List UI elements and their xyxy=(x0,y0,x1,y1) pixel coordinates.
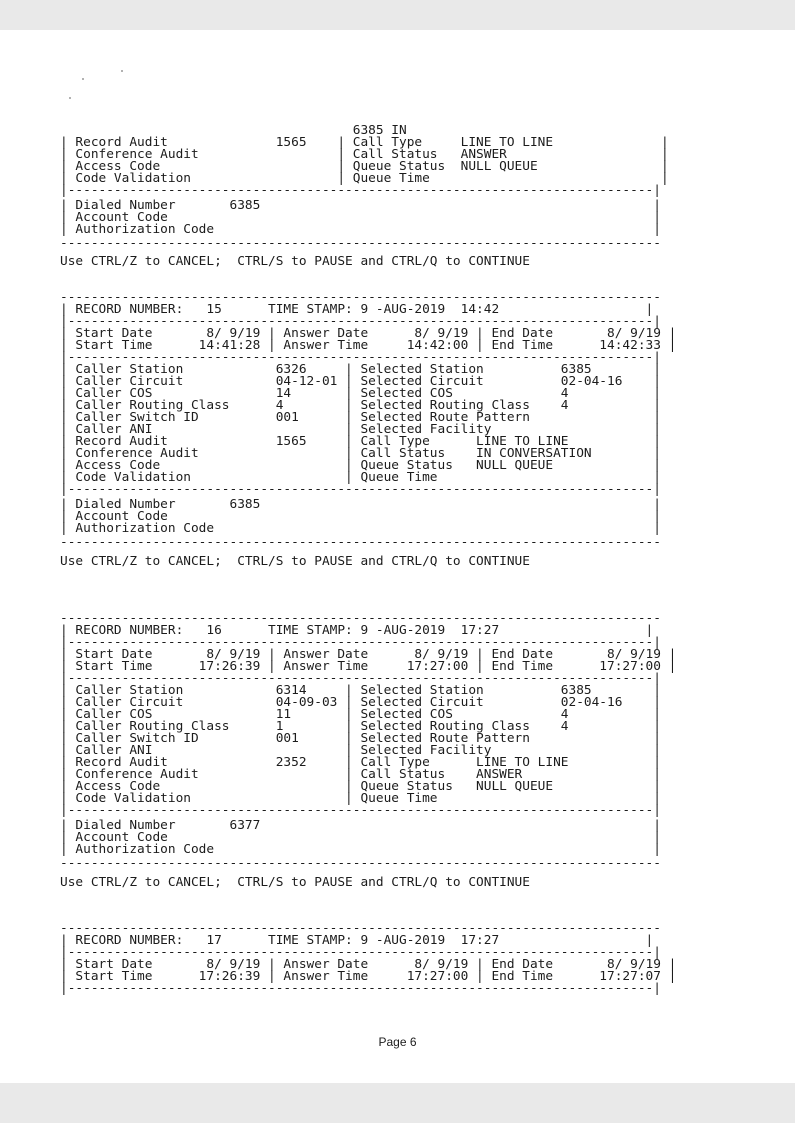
report-line: | Start Date 8/ 9/19 | Answer Date 8/ 9/19 | End Date 8/ 9/19 | xyxy=(60,647,677,662)
report-line: | Authorization Code | xyxy=(60,222,661,237)
report-line: | Record Audit 2352 | Call Type LINE TO LINE | xyxy=(60,755,661,770)
report-line: ------------------------------------------------------------------------------ xyxy=(60,290,661,305)
report-line: | Account Code | xyxy=(60,509,661,524)
report-line: | Caller ANI | Selected Facility | xyxy=(60,422,661,437)
report-line: | RECORD NUMBER: 15 TIME STAMP: 9 -AUG-2019 14:42 | xyxy=(60,302,654,317)
report-line: ------------------------------------------------------------------------------ xyxy=(60,611,661,626)
report-line: | Start Date 8/ 9/19 | Answer Date 8/ 9/19 | End Date 8/ 9/19 | xyxy=(60,326,677,341)
report-line: | Start Time 17:26:39 | Answer Time 17:27:00 | End Time 17:27:07 | xyxy=(60,969,677,984)
report-line: | Code Validation | Queue Time | xyxy=(60,470,661,485)
report-line: | Dialed Number 6377 | xyxy=(60,818,661,833)
continue-notice: Use CTRL/Z to CANCEL; CTRL/S to PAUSE and CTRL/Q to CONTINUE xyxy=(60,254,530,269)
report-line: | Access Code | Queue Status NULL QUEUE | xyxy=(60,458,661,473)
report-line: | Caller ANI | Selected Facility | xyxy=(60,743,661,758)
report-line: |----------------------------------------------------------------------------| xyxy=(60,803,661,818)
scan-edge-bottom xyxy=(0,1083,795,1123)
report-line: ------------------------------------------------------------------------------ xyxy=(60,921,661,936)
report-line: | Caller Circuit 04-12-01 | Selected Circuit 02-04-16 | xyxy=(60,374,661,389)
report-line: | Caller Station 6314 | Selected Station 6385 | xyxy=(60,683,661,698)
report-line: | Caller Routing Class 4 | Selected Routing Class 4 | xyxy=(60,398,661,413)
report-line: | Account Code | xyxy=(60,830,661,845)
report-line: |----------------------------------------------------------------------------| xyxy=(60,671,661,686)
report-line: | Authorization Code | xyxy=(60,842,661,857)
continue-notice: Use CTRL/Z to CANCEL; CTRL/S to PAUSE and CTRL/Q to CONTINUE xyxy=(60,554,530,569)
report-line: ------------------------------------------------------------------------------ xyxy=(60,236,661,251)
call-record-report xyxy=(60,0,760,1080)
report-line: |----------------------------------------------------------------------------| xyxy=(60,945,661,960)
report-line: ------------------------------------------------------------------------------ xyxy=(60,856,661,871)
report-line: | Dialed Number 6385 | xyxy=(60,497,661,512)
report-line: | Access Code | Queue Status NULL QUEUE | xyxy=(60,779,661,794)
report-line: | Caller Station 6326 | Selected Station 6385 | xyxy=(60,362,661,377)
report-line: | Caller Switch ID 001 | Selected Route Pattern | xyxy=(60,410,661,425)
report-line: | RECORD NUMBER: 16 TIME STAMP: 9 -AUG-2019 17:27 | xyxy=(60,623,654,638)
page-number: Page 6 xyxy=(378,1035,417,1049)
report-line: ------------------------------------------------------------------------------ xyxy=(60,535,661,550)
report-line: |----------------------------------------------------------------------------| xyxy=(60,635,661,650)
report-line: | Account Code | xyxy=(60,210,661,225)
continue-notice: Use CTRL/Z to CANCEL; CTRL/S to PAUSE and CTRL/Q to CONTINUE xyxy=(60,875,530,890)
report-line: | Caller Switch ID 001 | Selected Route Pattern | xyxy=(60,731,661,746)
report-line: | Record Audit 1565 | Call Type LINE TO LINE | xyxy=(60,135,669,150)
report-line: | Access Code | Queue Status NULL QUEUE | xyxy=(60,159,669,174)
report-line: | Start Time 14:41:28 | Answer Time 14:42:00 | End Time 14:42:33 | xyxy=(60,338,677,353)
report-line: | Start Date 8/ 9/19 | Answer Date 8/ 9/19 | End Date 8/ 9/19 | xyxy=(60,957,677,972)
report-line: | RECORD NUMBER: 17 TIME STAMP: 9 -AUG-2019 17:27 | xyxy=(60,933,654,948)
report-line: | Authorization Code | xyxy=(60,521,661,536)
report-line: | Start Time 17:26:39 | Answer Time 17:27:00 | End Time 17:27:00 | xyxy=(60,659,677,674)
report-line: | Conference Audit | Call Status IN CONVERSATION | xyxy=(60,446,661,461)
report-line: |----------------------------------------------------------------------------| xyxy=(60,183,661,198)
report-line: | Code Validation | Queue Time | xyxy=(60,791,661,806)
report-line: |----------------------------------------------------------------------------| xyxy=(60,350,661,365)
report-line: | Record Audit 1565 | Call Type LINE TO LINE | xyxy=(60,434,661,449)
report-line: | Caller COS 11 | Selected COS 4 | xyxy=(60,707,661,722)
report-line: | Caller Circuit 04-09-03 | Selected Circuit 02-04-16 | xyxy=(60,695,661,710)
report-line: | Caller COS 14 | Selected COS 4 | xyxy=(60,386,661,401)
report-line: 6385 IN xyxy=(60,123,407,138)
report-line: | Conference Audit | Call Status ANSWER | xyxy=(60,147,669,162)
report-line: |----------------------------------------------------------------------------| xyxy=(60,482,661,497)
report-line: | Dialed Number 6385 | xyxy=(60,198,661,213)
report-line: |----------------------------------------------------------------------------| xyxy=(60,314,661,329)
report-line: | Conference Audit | Call Status ANSWER | xyxy=(60,767,661,782)
report-line: |----------------------------------------------------------------------------| xyxy=(60,981,661,996)
report-line: | Caller Routing Class 1 | Selected Routing Class 4 | xyxy=(60,719,661,734)
report-line: | Code Validation | Queue Time | xyxy=(60,171,669,186)
